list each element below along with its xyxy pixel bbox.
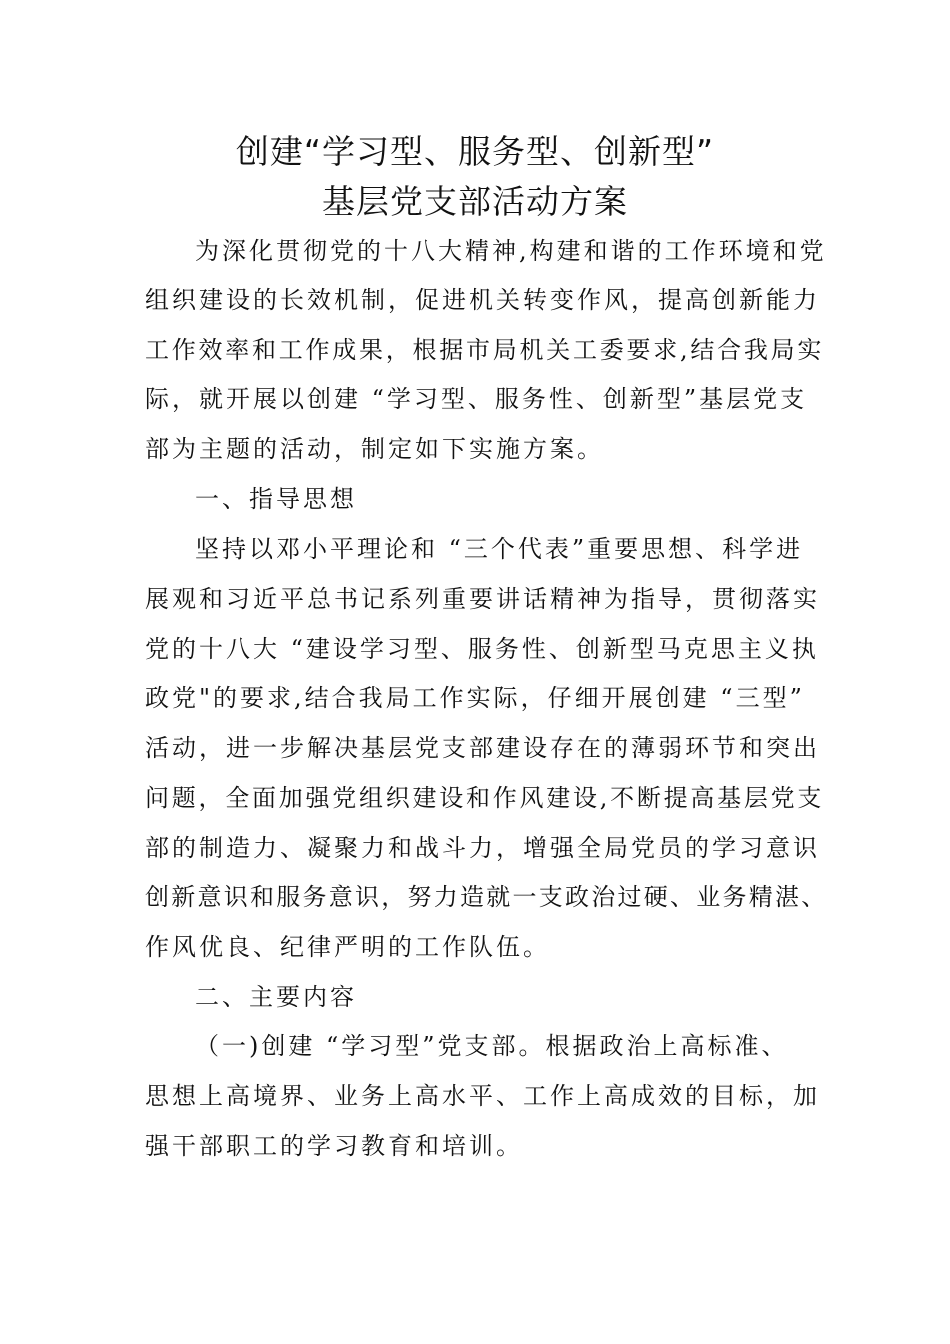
section-heading-main-content: 二、主要内容	[195, 983, 357, 1011]
paragraph-line: 创新意识和服务意识，努力造就一支政治过硬、业务精湛、	[145, 883, 828, 911]
paragraph-line: （一)创建 “学习型”党支部。根据政治上高标准、	[195, 1032, 789, 1060]
document-title-line-2: 基层党支部活动方案	[322, 182, 628, 221]
paragraph-line: 活动，进一步解决基层党支部建设存在的薄弱环节和突出	[145, 734, 820, 762]
paragraph-line: 思想上高境界、业务上高水平、工作上高成效的目标，加	[145, 1082, 820, 1110]
paragraph-line: 强干部职工的学习教育和培训。	[145, 1132, 523, 1160]
paragraph-line: 坚持以邓小平理论和 “三个代表”重要思想、科学进	[195, 535, 804, 563]
section-heading-guiding-ideology: 一、指导思想	[195, 485, 357, 513]
paragraph-line: 组织建设的长效机制，促进机关转变作风，提高创新能力	[145, 286, 820, 314]
paragraph-line: 部的制造力、凝聚力和战斗力，增强全局党员的学习意识	[145, 834, 820, 862]
document-title-line-1: 创建“学习型、服务型、创新型”	[235, 132, 715, 171]
paragraph-line: 政党"的要求,结合我局工作实际，仔细开展创建 “三型”	[145, 684, 805, 712]
paragraph-line: 问题，全面加强党组织建设和作风建设,不断提高基层党支	[145, 784, 825, 812]
paragraph-line: 工作效率和工作成果，根据市局机关工委要求,结合我局实	[145, 336, 825, 364]
paragraph-line: 作风优良、纪律严明的工作队伍。	[145, 933, 550, 961]
paragraph-line: 为深化贯彻党的十八大精神,构建和谐的工作环境和党	[195, 237, 827, 265]
paragraph-line: 部为主题的活动，制定如下实施方案。	[145, 435, 604, 463]
paragraph-line: 际，就开展以创建 “学习型、服务性、创新型”基层党支	[145, 385, 808, 413]
paragraph-line: 展观和习近平总书记系列重要讲话精神为指导，贯彻落实	[145, 585, 820, 613]
paragraph-line: 党的十八大 “建设学习型、服务性、创新型马克思主义执	[145, 635, 819, 663]
